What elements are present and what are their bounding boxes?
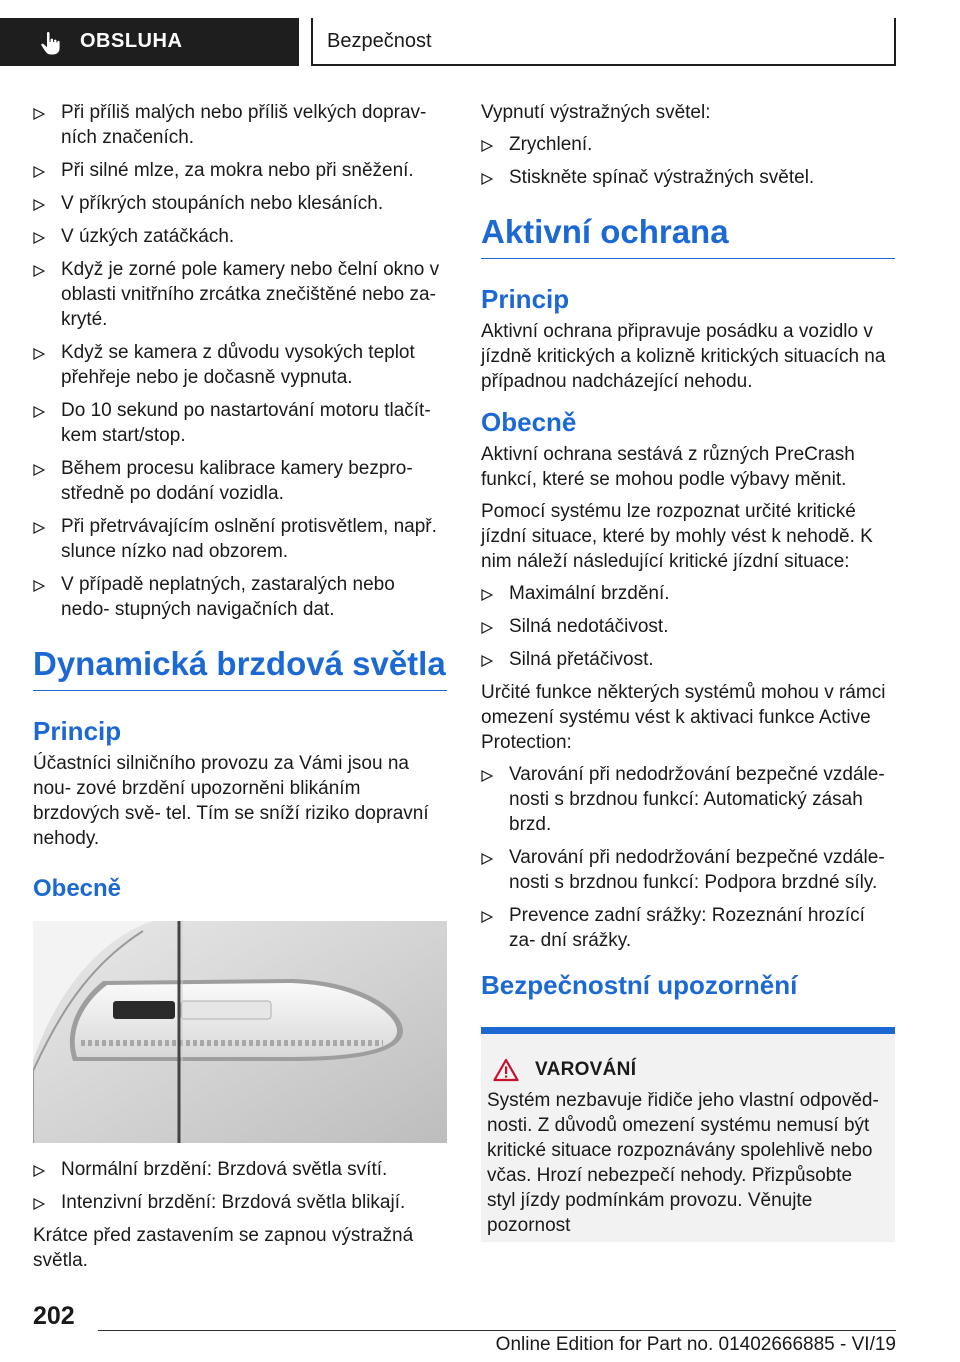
triangle-bullet-icon [481,655,493,667]
list-item: V úzkých zatáčkách. [33,224,447,249]
list-item: V případě neplatných, zastaralých nebo nedo‐ stupných navigačních dat. [33,572,447,622]
warning-header [487,1058,881,1082]
list-item: Během procesu kalibrace kamery bezpro‐ středně po dodání vozidla. [33,456,447,506]
list-item: V příkrých stoupáních nebo klesáních. [33,191,447,216]
list-item: Zrychlení. [481,132,895,157]
right-column [481,100,895,1242]
chapter-label: OBSLUHA [80,30,183,52]
triangle-bullet-icon [481,911,493,923]
list-item: Normální brzdění: Brzdová světla svítí. [33,1157,447,1182]
list-item: Při příliš malých nebo příliš velkých doprav‐ ních značeních. [33,100,447,150]
list-item: Do 10 sekund po nastartování motoru tlačít‐ kem start/stop. [33,398,447,448]
warning-text: Systém nezbavuje řidiče jeho vlastní odpověd‐ nosti. Z důvodů omezení systému nemusí být kritické situace rozpoznávány spolehlivě nebo včas. Hrozí nebezpečí nehody. Přizpůsobte styl jízdy podmínkám provozu. Věnujte pozornost [487,1090,879,1236]
critical-situations-list [481,581,895,672]
general-text-3: Určité funkce některých systémů mohou v rámci omezení systému vést k aktivaci funkce Active Protection: [481,682,886,753]
triangle-bullet-icon [33,108,45,120]
heading-active-protection: Aktivní ochrana [481,212,895,259]
list-item: Maximální brzdění. [481,581,895,606]
list-item: Varování při nedodržování bezpečné vzdále‐ nosti s brzdnou funkcí: Podpora brzdné síly. [481,845,895,895]
triangle-bullet-icon [33,348,45,360]
footer-rule [98,1330,896,1331]
section-label: Bezpečnost [327,30,432,52]
heading-general: Obecně [33,875,122,902]
edition-text: Online Edition for Part no. 01402666885 - VI/19 [495,1334,896,1355]
list-item: Při přetrvávajícím oslnění protisvětlem, např. slunce nízko nad obzorem. [33,514,447,564]
hazard-off-list [481,132,895,190]
closing-text: Krátce před zastavením se zapnou výstražná světla. [33,1225,414,1271]
left-column [33,100,447,1280]
heading-safety-notes: Bezpečnostní upozornění [481,970,798,1000]
triangle-bullet-icon [481,140,493,152]
triangle-bullet-icon [33,265,45,277]
camera-limitations-list [33,100,447,622]
list-item: Silná nedotáčivost. [481,614,895,639]
triangle-bullet-icon [481,853,493,865]
triangle-bullet-icon [33,166,45,178]
principle-text: Účastníci silničního provozu za Vámi jsou na nou‐ zové brzdění upozorněni blikáním brzdových svě‐ tel. Tím se sníží riziko dopravní nehody. [33,753,429,849]
triangle-bullet-icon [33,199,45,211]
triangle-bullet-icon [481,622,493,634]
warning-triangle-icon [493,1058,519,1082]
general-text-1: Aktivní ochrana sestává z různých PreCrash funkcí, které se mohou podle výbavy měnit. [481,444,855,490]
triangle-bullet-icon [481,770,493,782]
brake-modes-list [33,1157,447,1215]
general-text-2: Pomocí systému lze rozpoznat určité kritické jízdní situace, které by mohly vést k nehodě. K nim náleží následující kritické jízdní situace: [481,501,873,572]
list-item: Intenzivní brzdění: Brzdová světla blikají. [33,1190,447,1215]
triangle-bullet-icon [33,1165,45,1177]
chapter-tab [0,18,299,66]
triangle-bullet-icon [33,232,45,244]
active-protection-functions-list [481,762,895,953]
triangle-bullet-icon [33,522,45,534]
list-item: Varování při nedodržování bezpečné vzdále‐ nosti s brzdnou funkcí: Automatický zásah brzd. [481,762,895,837]
list-item: Prevence zadní srážky: Rozeznání hrozící za‐ dní srážky. [481,903,895,953]
triangle-bullet-icon [481,173,493,185]
triangle-bullet-icon [481,589,493,601]
triangle-bullet-icon [33,464,45,476]
heading-principle: Princip [33,716,122,746]
list-item: Když je zorné pole kamery nebo čelní okno v oblasti vnitřního zrcátka znečištěné nebo za‐ kryté. [33,257,447,332]
list-item: Silná přetáčivost. [481,647,895,672]
principle-text: Aktivní ochrana připravuje posádku a vozidlo v jízdně kritických a kolizně kritických situacích na případnou nadcházející nehodu. [481,321,886,392]
hand-pointer-icon [38,30,64,56]
page-number: 202 [33,1302,75,1330]
section-header [311,18,896,66]
brake-light-photo [33,921,447,1143]
triangle-bullet-icon [33,406,45,418]
heading-dynamic-brake-lights: Dynamická brzdová světla [33,644,447,691]
warning-box [481,1027,895,1242]
heading-general: Obecně [481,407,577,437]
heading-principle: Princip [481,284,570,314]
list-item: Při silné mlze, za mokra nebo při sněžení. [33,158,447,183]
list-item: Když se kamera z důvodu vysokých teplot přehřeje nebo je dočasně vypnuta. [33,340,447,390]
triangle-bullet-icon [33,580,45,592]
tail-light-illustration [33,921,447,1143]
warning-title: VAROVÁNÍ [535,1059,637,1080]
hazard-off-intro: Vypnutí výstražných světel: [481,102,711,123]
triangle-bullet-icon [33,1198,45,1210]
list-item: Stiskněte spínač výstražných světel. [481,165,895,190]
